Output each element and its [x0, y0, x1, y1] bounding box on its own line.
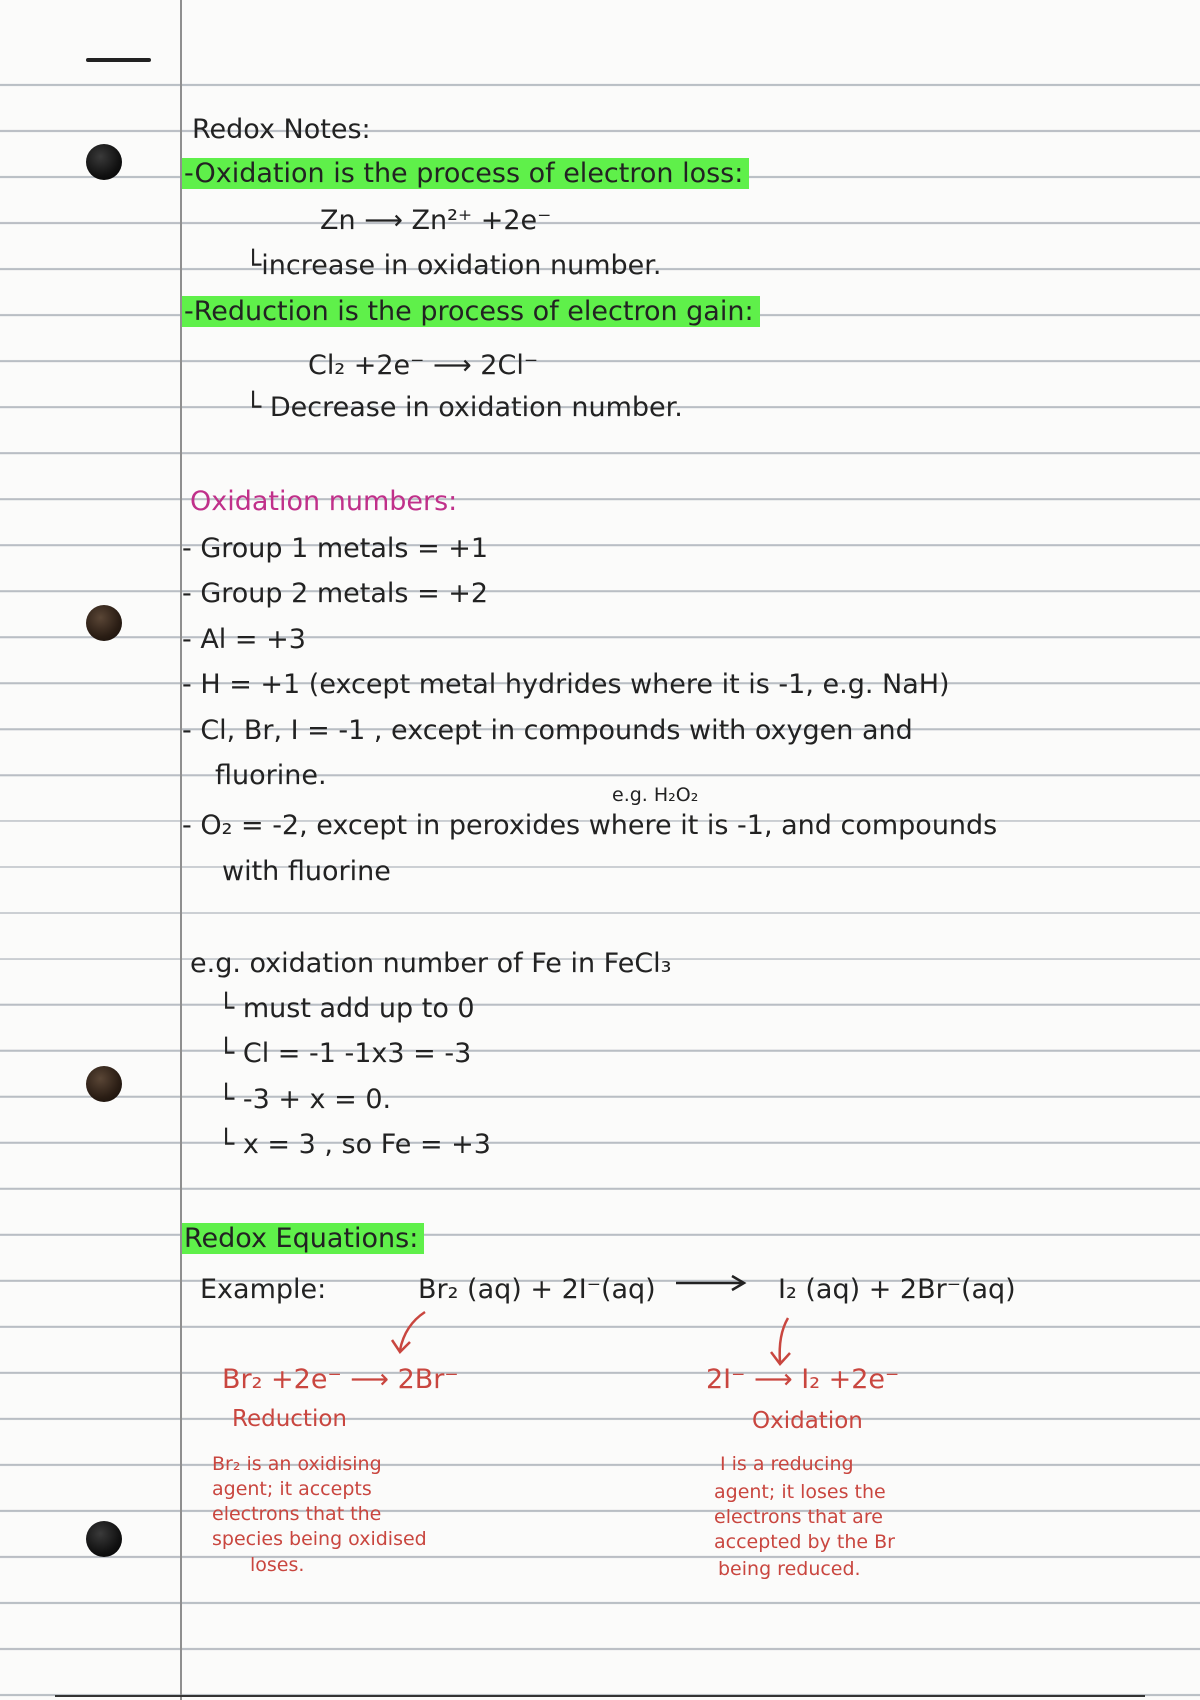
- rule-halogens: - Cl, Br, I = -1 , except in compounds with oxygen and: [182, 715, 913, 746]
- equation-products: I₂ (aq) + 2Br⁻(aq): [778, 1274, 1016, 1305]
- oxidation-note-2: agent; it loses the: [714, 1481, 886, 1503]
- oxidation-note-4: accepted by the Br: [714, 1531, 895, 1553]
- rule-hydrogen: - H = +1 (except metal hydrides where it is -1, e.g. NaH): [182, 669, 950, 700]
- reduction-note-5: loses.: [250, 1554, 305, 1576]
- oxidation-note-3: electrons that are: [714, 1506, 883, 1528]
- reduction-equation: Cl₂ +2e⁻ ⟶ 2Cl⁻: [308, 350, 539, 381]
- example-line-4: └ x = 3 , so Fe = +3: [218, 1129, 491, 1160]
- redox-equations-heading-text: Redox Equations:: [182, 1223, 424, 1254]
- rule-aluminium: - Al = +3: [182, 624, 306, 655]
- rule-halogens-cont: fluorine.: [215, 760, 327, 791]
- left-red-arrow: [400, 1312, 425, 1350]
- oxidation-label: Oxidation: [752, 1408, 863, 1434]
- oxidation-definition-text: -Oxidation is the process of electron loss:: [182, 158, 749, 189]
- rule-group1: - Group 1 metals = +1: [182, 533, 489, 564]
- page-title: Redox Notes:: [192, 114, 371, 145]
- rule-oxygen: - O₂ = -2, except in peroxides where it is -1, and compounds: [182, 810, 998, 841]
- equation-reactants: Br₂ (aq) + 2I⁻(aq): [418, 1274, 656, 1305]
- reduction-note-2: agent; it accepts: [212, 1478, 372, 1500]
- reduction-note-3: electrons that the: [212, 1503, 382, 1525]
- reduction-label: Reduction: [232, 1406, 347, 1432]
- rule-group2: - Group 2 metals = +2: [182, 578, 489, 609]
- example-heading: e.g. oxidation number of Fe in FeCl₃: [190, 948, 672, 979]
- oxidation-equation: Zn ⟶ Zn²⁺ +2e⁻: [320, 205, 552, 236]
- oxidation-half-equation: 2I⁻ ⟶ I₂ +2e⁻: [706, 1364, 900, 1395]
- oxidation-note-1: I is a reducing: [720, 1453, 854, 1475]
- reduction-note-1: Br₂ is an oxidising: [212, 1453, 382, 1475]
- reduction-definition-text: -Reduction is the process of electron gain:: [182, 296, 760, 327]
- oxidation-note: └increase in oxidation number.: [245, 250, 662, 281]
- example-line-1: └ must add up to 0: [218, 993, 475, 1024]
- reduction-half-equation: Br₂ +2e⁻ ⟶ 2Br⁻: [222, 1364, 459, 1395]
- example-line-2: └ Cl = -1 -1x3 = -3: [218, 1038, 472, 1069]
- reduction-note-4: species being oxidised: [212, 1528, 427, 1550]
- example-line-3: └ -3 + x = 0.: [218, 1084, 392, 1115]
- rule-oxygen-cont: with fluorine: [222, 856, 391, 887]
- peroxide-example: e.g. H₂O₂: [612, 784, 699, 806]
- reduction-note: └ Decrease in oxidation number.: [245, 392, 683, 423]
- example-label: Example:: [200, 1274, 327, 1305]
- oxidation-note-5: being reduced.: [718, 1558, 861, 1580]
- oxidation-numbers-heading: Oxidation numbers:: [190, 486, 458, 517]
